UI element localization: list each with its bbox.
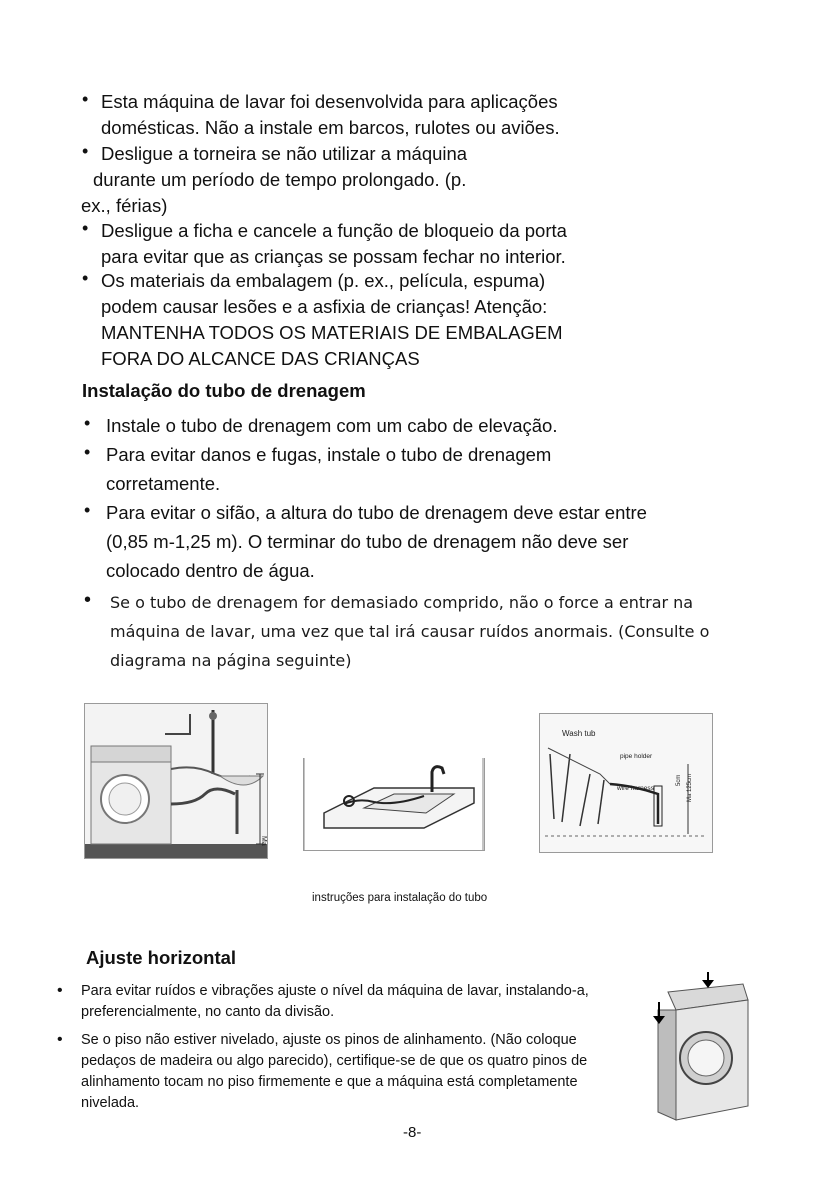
wire-harness-label: wire harness (617, 785, 654, 792)
list-item: Instale o tubo de drenagem com um cabo de elevação. (106, 415, 558, 436)
list-item: Esta máquina de lavar foi desenvolvida para aplicações domésticas. Não a instale em barcos, rulotes ou aviões. (101, 91, 560, 138)
dimension-label-b: Ma 125cm (687, 773, 693, 802)
list-item: Para evitar o sifão, a altura do tubo de drenagem deve estar entre (0,85 m-1,25 m). O terminar do tubo de drenagem não deve ser colocado dentro de água. (106, 502, 647, 581)
list-item-continuation: ex., férias) (81, 195, 168, 216)
bullet: • (84, 442, 91, 462)
section-heading-drain: Instalação do tubo de drenagem (82, 380, 366, 401)
sink-drain-illustration (304, 758, 484, 850)
list-item: Desligue a ficha e cancele a função de bloqueio da porta para evitar que as crianças se possam fechar no interior. (101, 220, 567, 267)
bullet: • (82, 218, 89, 238)
section-heading-level: Ajuste horizontal (86, 947, 237, 968)
dimension-label: Ma (260, 836, 267, 846)
figure-pipe-holder (539, 713, 713, 853)
pipe-holder-illustration (540, 714, 712, 852)
bullet: • (84, 413, 91, 433)
list-item: Para evitar danos e fugas, instale o tubo de drenagem corretamente. (106, 444, 552, 494)
list-item: Os materiais da embalagem (p. ex., película, espuma) podem causar lesões e a asfixia de crianças! Atenção: MANTENHA TODOS OS MATERIAIS DE EMBALAGEM FORA DO ALCANCE DAS CRIANÇAS (101, 270, 563, 369)
page-number: -8- (403, 1124, 422, 1141)
bullet: • (82, 268, 89, 288)
list-item: Se o tubo de drenagem for demasiado comprido, não o force a entrar na máquina de lavar, uma vez que tal irá causar ruídos anormais. (Consulte o diagrama na página seguinte) (110, 593, 710, 670)
list-item: Desligue a torneira se não utilizar a máquina (101, 143, 468, 164)
bullet: • (82, 141, 89, 161)
bullet: • (57, 982, 63, 999)
figure-washer-drain (84, 703, 268, 859)
washer-level-illustration (648, 970, 750, 1124)
dimension-label-a: 5cm (676, 774, 682, 786)
list-item: Para evitar ruídos e vibrações ajuste o nível da máquina de lavar, instalando-a, preferencialmente, no canto da divisão. (81, 983, 589, 1020)
bullet: • (84, 589, 92, 611)
bullet: • (57, 1031, 63, 1048)
pipe-holder-label: pipe holder (620, 753, 653, 760)
washer-drain-illustration (85, 704, 267, 858)
list-item-continuation: durante um período de tempo prolongado. (p. (93, 169, 467, 190)
bullet: • (84, 500, 91, 520)
list-item: Se o piso não estiver nivelado, ajuste os pinos de alinhamento. (Não coloque pedaços de madeira ou algo parecido), certifique-se de que os quatro pinos de alinhamento tocam no piso firmemente e que a máquina está completamente nivelada. (81, 1032, 588, 1111)
figure-caption: instruções para instalação do tubo (312, 892, 488, 904)
bullet: • (82, 89, 89, 109)
figure-sink-drain (303, 758, 485, 851)
figure-washer-level (648, 970, 750, 1124)
wash-tub-label: Wash tub (562, 729, 596, 738)
